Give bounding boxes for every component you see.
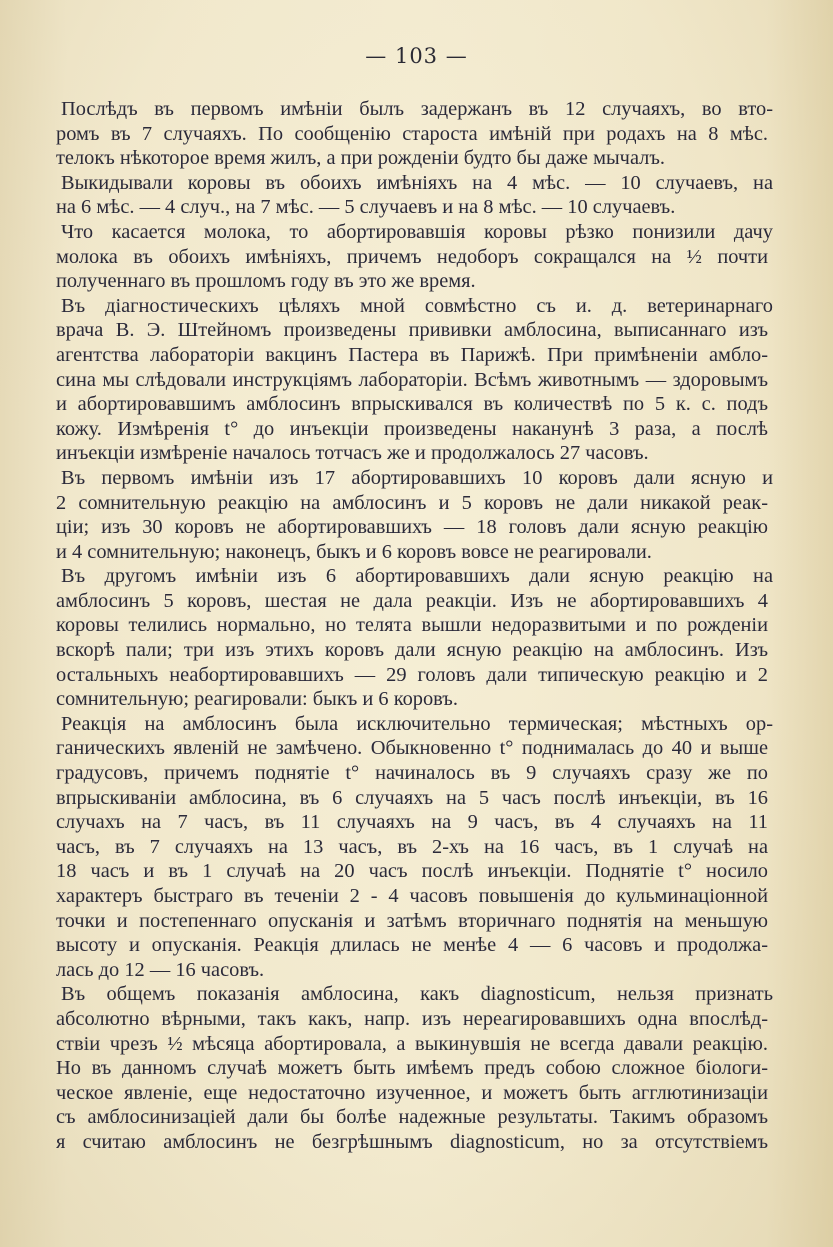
text-line: инъекціи измѣреніе началось тотчасъ же и продолжалось 27 часовъ. <box>56 442 649 465</box>
text-line: я считаю амблосинъ не безгрѣшнымъ diagnosticum, но за отсутствіемъ <box>56 1130 768 1153</box>
text-line: ціи; изъ 30 коровъ не абортировавшихъ — 18 головъ дали ясную реакцію <box>56 516 768 539</box>
text-line: Выкидывали коровы въ обоихъ имѣніяхъ на 4 мѣс. — 10 случаевъ, на <box>61 171 773 194</box>
text-line: 18 часъ и въ 1 случаѣ на 20 часъ послѣ инъекціи. Поднятіе t° носило <box>56 860 768 883</box>
text-line: 2 сомнительную реакцію на амблосинъ и 5 коровъ не дали никакой реак- <box>56 491 768 514</box>
text-line: кожу. Измѣренія t° до инъекціи произведены наканунѣ 3 раза, а послѣ <box>56 417 768 440</box>
text-line: врача В. Э. Штейномъ произведены прививки амблосина, выписаннаго изъ <box>56 319 768 342</box>
text-line: амблосинъ 5 коровъ, шестая не дала реакціи. Изъ не абортировавшихъ 4 <box>56 589 768 612</box>
text-line: Въ другомъ имѣніи изъ 6 абортировавшихъ дали ясную реакцію на <box>61 565 773 588</box>
text-line: градусовъ, причемъ поднятіе t° начиналось въ 9 случаяхъ сразу же по <box>56 762 768 785</box>
body-text <box>56 97 773 1155</box>
text-line: ческое явленіе, еще недостаточно изученное, и можетъ быть агглютинизаціи <box>56 1081 768 1104</box>
text-line: телокъ нѣкоторое время жилъ, а при рожденіи будто бы даже мычалъ. <box>56 147 665 170</box>
text-line: съ амблосинизаціей дали бы болѣе надежные результаты. Такимъ образомъ <box>56 1106 768 1129</box>
text-line: характеръ быстраго въ теченіи 2 - 4 часовъ повышенія до кульминаціонной <box>56 885 768 907</box>
text-line: Въ діагностическихъ цѣляхъ мной совмѣстно съ и. д. ветеринарнаго <box>61 294 773 317</box>
text-line: абсолютно вѣрными, такъ какъ, напр. изъ нереагировавшихъ одна впослѣд- <box>56 1007 768 1030</box>
text-line: на 6 мѣс. — 4 случ., на 7 мѣс. — 5 случаевъ и на 8 мѣс. — 10 случаевъ. <box>56 196 676 219</box>
text-line: Въ общемъ показанія амблосина, какъ diagnosticum, нельзя признать <box>61 983 773 1006</box>
page-number: — 103 — <box>365 44 468 68</box>
text-line: Послѣдъ въ первомъ имѣніи былъ задержанъ въ 12 случаяхъ, во вто- <box>61 98 773 120</box>
text-line: сина мы слѣдовали инструкціямъ лабораторіи. Всѣмъ животнымъ — здоровымъ <box>56 368 768 391</box>
text-line: агентства лабораторіи вакцинъ Пастера въ Парижѣ. При примѣненіи амбло- <box>56 343 768 366</box>
text-line: Что касается молока, то абортировавшія коровы рѣзко понизили дачу <box>61 220 773 243</box>
text-line: остальныхъ неабортировавшихъ — 29 головъ дали типическую реакцію и 2 <box>56 663 768 686</box>
text-line: Но въ данномъ случаѣ можетъ быть имѣемъ предъ собою сложное біологи- <box>56 1057 768 1080</box>
text-line: ганическихъ явленій не замѣчено. Обыкновенно t° поднималась до 40 и выше <box>56 737 768 760</box>
text-line: впрыскиваніи амблосина, въ 6 случаяхъ на 5 часъ послѣ инъекціи, въ 16 <box>56 786 768 809</box>
text-line: случахъ на 7 часъ, въ 11 случаяхъ на 9 часъ, въ 4 случаяхъ на 11 <box>56 811 768 834</box>
text-line: молока въ обоихъ имѣніяхъ, причемъ недоборъ сокращался на ½ почти <box>56 245 768 268</box>
text-line: Реакція на амблосинъ была исключительно термическая; мѣстныхъ ор- <box>61 712 773 735</box>
text-line: вскорѣ пали; три изъ этихъ коровъ дали ясную реакцію на амблосинъ. Изъ <box>56 639 768 662</box>
text-line: часъ, въ 7 случаяхъ на 13 часъ, въ 2-хъ на 16 часъ, въ 1 случаѣ на <box>56 835 768 858</box>
text-line: коровы телились нормально, но телята вышли недоразвитыми и по рожденіи <box>56 614 768 637</box>
text-line: лась до 12 — 16 часовъ. <box>56 958 265 981</box>
text-line: высоту и опусканія. Реакція длилась не менѣе 4 — 6 часовъ и продолжа- <box>56 934 768 957</box>
text-line: точки и постепеннаго опусканія и затѣмъ вторичнаго поднятія на меньшую <box>56 909 768 932</box>
text-line: сомнительную; реагировали: быкъ и 6 коровъ. <box>56 688 458 711</box>
text-line: и 4 сомнительную; наконецъ, быкъ и 6 коровъ вовсе не реагировали. <box>56 540 652 563</box>
text-line: Въ первомъ имѣніи изъ 17 абортировавшихъ 10 коровъ дали ясную и <box>61 466 773 489</box>
text-line: ствіи чрезъ ½ мѣсяца абортировала, а выкинувшія не всегда давали реакцію. <box>56 1032 768 1055</box>
text-line: полученнаго въ прошломъ году въ это же время. <box>56 270 476 293</box>
text-line: ромъ въ 7 случаяхъ. По сообщенію староста имѣній при родахъ на 8 мѣс. <box>56 122 768 145</box>
text-line: и абортировавшимъ амблосинъ впрыскивался въ количествѣ по 5 к. с. подъ <box>56 393 768 416</box>
